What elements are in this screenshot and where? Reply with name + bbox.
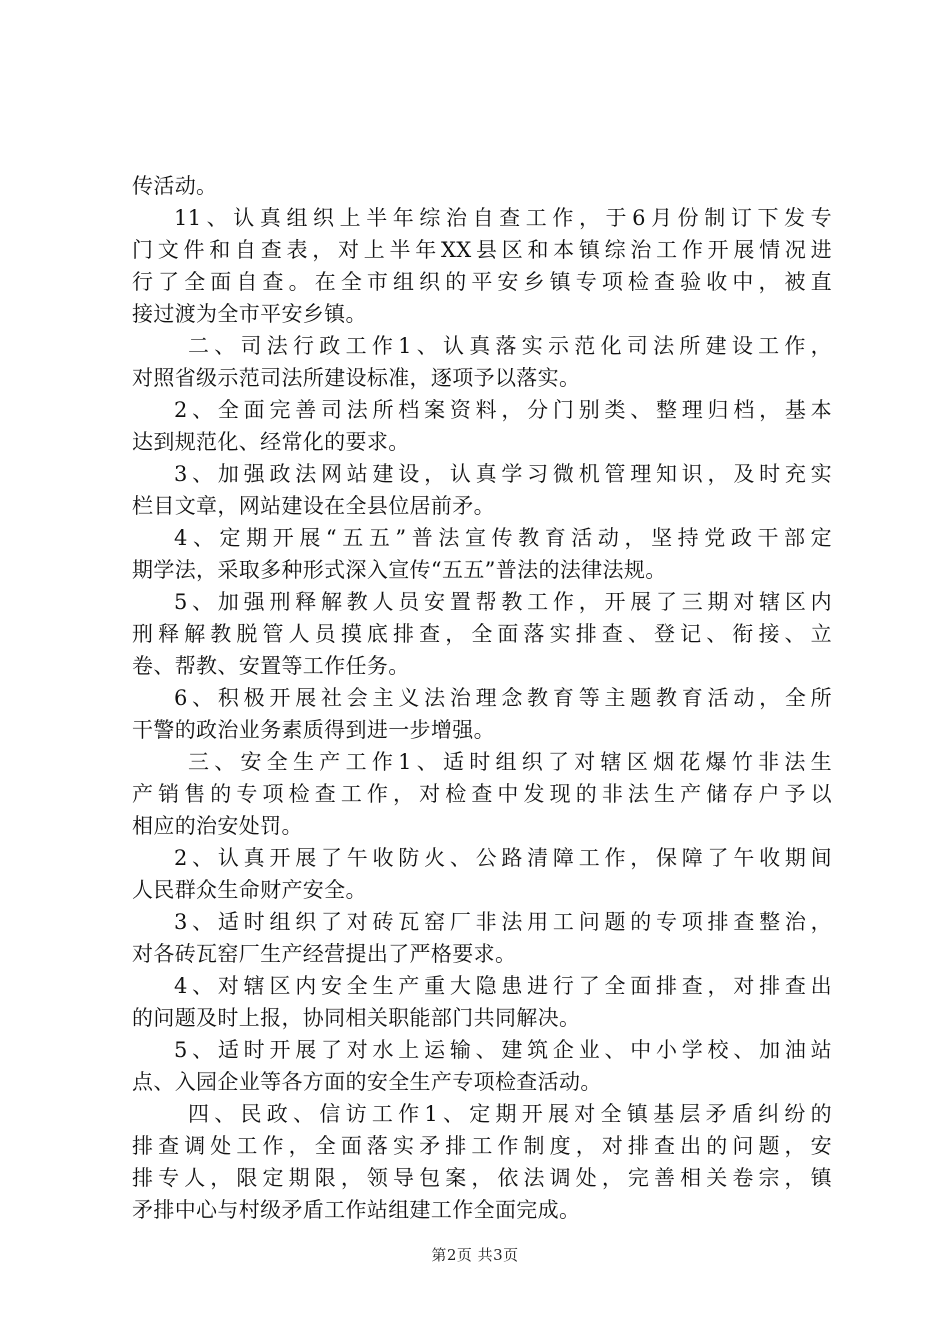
text-line: 门文件和自查表，对上半年XX县区和本镇综治工作开展情况进 [132,238,832,262]
text-line: 排查调处工作，全面落实矛排工作制度，对排查出的问题，安 [132,1134,832,1158]
text-line: 3、加强政法网站建设，认真学习微机管理知识，及时充实 [174,462,832,486]
page-number-footer: 第2页 共3页 [431,1246,519,1264]
text-line: 期学法，采取多种形式深入宣传“五五”普法的法律法规。 [132,558,667,582]
text-line: 4、对辖区内安全生产重大隐患进行了全面排查，对排查出 [174,974,832,998]
text-line: 行了全面自查。在全市组织的平安乡镇专项检查验收中，被直 [132,270,832,294]
text-line: 二、司法行政工作1、认真落实示范化司法所建设工作， [188,334,832,358]
text-line: 5、加强刑释解教人员安置帮教工作，开展了三期对辖区内 [174,590,832,614]
text-line: 达到规范化、经常化的要求。 [132,430,410,454]
text-line: 11、认真组织上半年综治自查工作，于6月份制订下发专 [174,206,832,230]
text-line: 栏目文章，网站建设在全县位居前矛。 [132,494,495,518]
text-line: 6、积极开展社会主义法治理念教育等主题教育活动，全所 [174,686,832,710]
text-line: 人民群众生命财产安全。 [132,878,367,902]
text-line: 传活动。 [132,174,218,198]
text-line: 2、全面完善司法所档案资料，分门别类、整理归档，基本 [174,398,832,422]
text-line: 点、入园企业等各方面的安全生产专项检查活动。 [132,1070,602,1094]
text-line: 三、安全生产工作1、适时组织了对辖区烟花爆竹非法生 [188,750,832,774]
text-line: 4、定期开展“五五”普法宣传教育活动，坚持党政干部定 [174,526,832,550]
text-line: 相应的治安处罚。 [132,814,303,838]
text-line: 2、认真开展了午收防火、公路清障工作，保障了午收期间 [174,846,832,870]
text-line: 对照省级示范司法所建设标准，逐项予以落实。 [132,366,581,390]
text-line: 的问题及时上报，协同相关职能部门共同解决。 [132,1006,581,1030]
text-line: 卷、帮教、安置等工作任务。 [132,654,410,678]
text-line: 四、民政、信访工作1、定期开展对全镇基层矛盾纠纷的 [188,1102,832,1126]
text-line: 刑释解教脱管人员摸底排查，全面落实排查、登记、衔接、立 [132,622,832,646]
text-line: 5、适时开展了对水上运输、建筑企业、中小学校、加油站 [174,1038,832,1062]
text-line: 3、适时组织了对砖瓦窑厂非法用工问题的专项排查整治， [174,910,832,934]
text-line: 排专人，限定期限，领导包案，依法调处，完善相关卷宗，镇 [132,1166,832,1190]
text-line: 产销售的专项检查工作，对检查中发现的非法生产储存户予以 [132,782,832,806]
text-line: 接过渡为全市平安乡镇。 [132,302,367,326]
text-line: 干警的政治业务素质得到进一步增强。 [132,718,495,742]
text-line: 矛排中心与村级矛盾工作站组建工作全面完成。 [132,1198,581,1222]
text-line: 对各砖瓦窑厂生产经营提出了严格要求。 [132,942,517,966]
